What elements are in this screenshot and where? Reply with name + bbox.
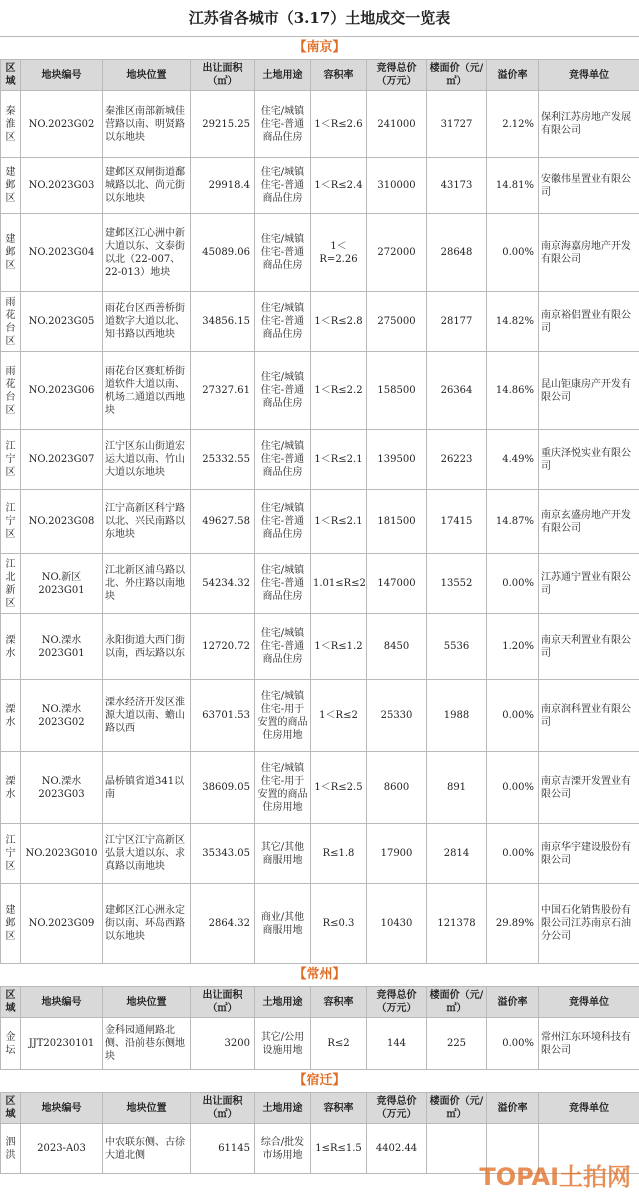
watermark-text: 土拍网 bbox=[559, 1163, 631, 1191]
table-cell: 14.86% bbox=[487, 352, 539, 430]
table-cell: 27327.61 bbox=[191, 352, 255, 430]
column-header: 土地用途 bbox=[255, 1093, 311, 1124]
table-cell: 8600 bbox=[367, 752, 427, 824]
table-cell: 4.49% bbox=[487, 430, 539, 490]
column-header: 出让面积（㎡） bbox=[191, 60, 255, 91]
table-cell: 住宅/城镇住宅-普通商品住房 bbox=[255, 614, 311, 680]
table-cell: JJT20230101 bbox=[21, 1018, 103, 1070]
table-cell: 重庆泽悦实业有限公司 bbox=[539, 430, 639, 490]
column-header: 出让面积（㎡） bbox=[191, 987, 255, 1018]
column-header: 地块编号 bbox=[21, 987, 103, 1018]
table-cell: 秦淮区南部新城佳营路以南、明贤路以东地块 bbox=[103, 91, 191, 158]
table-cell: 4402.44 bbox=[367, 1124, 427, 1174]
table-header-row bbox=[1, 987, 639, 1018]
column-header: 竞得总价（万元） bbox=[367, 987, 427, 1018]
table-cell: 26223 bbox=[427, 430, 487, 490]
column-header: 竞得总价（万元） bbox=[367, 1093, 427, 1124]
table-cell: 溧水 bbox=[1, 752, 21, 824]
table-cell: 0.00% bbox=[487, 214, 539, 292]
table-cell: 建邺区双闸街道鄱城路以北、尚元街以东地块 bbox=[103, 158, 191, 214]
table-cell: R≤1.8 bbox=[311, 824, 367, 884]
table-cell: NO.2023G010 bbox=[21, 824, 103, 884]
table-cell: 永阳街道大西门街以南，西坛路以东 bbox=[103, 614, 191, 680]
table-cell: 1988 bbox=[427, 680, 487, 752]
table-cell: NO.溧水2023G02 bbox=[21, 680, 103, 752]
table-cell: NO.新区2023G01 bbox=[21, 554, 103, 614]
table-cell: NO.溧水2023G03 bbox=[21, 752, 103, 824]
table-cell: 溧水 bbox=[1, 680, 21, 752]
table-cell: 35343.05 bbox=[191, 824, 255, 884]
table-cell: 1＜R≤1.2 bbox=[311, 614, 367, 680]
table-cell: 14.81% bbox=[487, 158, 539, 214]
table-cell: NO.2023G03 bbox=[21, 158, 103, 214]
table-cell: 29.89% bbox=[487, 884, 539, 964]
table-cell: 建邺区 bbox=[1, 158, 21, 214]
table-cell: 雨花台区 bbox=[1, 352, 21, 430]
table-cell: 17900 bbox=[367, 824, 427, 884]
table-cell: 住宅/城镇住宅-普通商品住房 bbox=[255, 292, 311, 352]
table-cell: 45089.06 bbox=[191, 214, 255, 292]
table-cell: 225 bbox=[427, 1018, 487, 1070]
table-cell: 住宅/城镇住宅-普通商品住房 bbox=[255, 158, 311, 214]
table-cell: 金坛 bbox=[1, 1018, 21, 1070]
table-cell: 商业/其他商服用地 bbox=[255, 884, 311, 964]
column-header: 容积率 bbox=[311, 1093, 367, 1124]
table-cell: 1＜R≤2.8 bbox=[311, 292, 367, 352]
table-cell: 49627.58 bbox=[191, 490, 255, 554]
column-header: 竞得总价（万元） bbox=[367, 60, 427, 91]
table-row bbox=[1, 292, 639, 352]
column-header: 竞得单位 bbox=[539, 1093, 639, 1124]
column-header: 楼面价（元/㎡） bbox=[427, 987, 487, 1018]
city-heading: 【常州】 bbox=[0, 964, 639, 986]
column-header: 容积率 bbox=[311, 987, 367, 1018]
table-cell: 25330 bbox=[367, 680, 427, 752]
page-title: 江苏省各城市（3.17）土地成交一览表 bbox=[0, 0, 639, 37]
table-cell: 25332.55 bbox=[191, 430, 255, 490]
table-cell: 昆山钜康房产开发有限公司 bbox=[539, 352, 639, 430]
table-cell: 38609.05 bbox=[191, 752, 255, 824]
land-table bbox=[0, 986, 639, 1070]
table-cell: 5536 bbox=[427, 614, 487, 680]
land-table bbox=[0, 59, 639, 964]
column-header: 楼面价（元/㎡） bbox=[427, 60, 487, 91]
table-cell: NO.2023G07 bbox=[21, 430, 103, 490]
table-cell: 1＜R≤2.4 bbox=[311, 158, 367, 214]
table-cell: 28177 bbox=[427, 292, 487, 352]
column-header: 溢价率 bbox=[487, 60, 539, 91]
table-cell: 14.87% bbox=[487, 490, 539, 554]
table-cell: 241000 bbox=[367, 91, 427, 158]
table-cell: 0.00% bbox=[487, 1018, 539, 1070]
table-cell: 1＜R≤2.5 bbox=[311, 752, 367, 824]
table-cell: 12720.72 bbox=[191, 614, 255, 680]
column-header: 土地用途 bbox=[255, 987, 311, 1018]
table-cell: 江北新区 bbox=[1, 554, 21, 614]
table-cell: 南京华宇建设股份有限公司 bbox=[539, 824, 639, 884]
table-cell: 144 bbox=[367, 1018, 427, 1070]
table-cell: 住宅/城镇住宅-普通商品住房 bbox=[255, 430, 311, 490]
table-cell: 住宅/城镇住宅-普通商品住房 bbox=[255, 490, 311, 554]
table-cell: 江宁区 bbox=[1, 430, 21, 490]
table-cell: 住宅/城镇住宅-普通商品住房 bbox=[255, 214, 311, 292]
table-cell: 1＜R≤2.1 bbox=[311, 430, 367, 490]
table-cell: 26364 bbox=[427, 352, 487, 430]
table-header-row bbox=[1, 60, 639, 91]
table-cell: 1＜R≤2.1 bbox=[311, 490, 367, 554]
table-cell: 江宁区 bbox=[1, 490, 21, 554]
table-cell: 雨花台区西善桥街道数字大道以北、知书路以西地块 bbox=[103, 292, 191, 352]
table-row bbox=[1, 680, 639, 752]
column-header: 溢价率 bbox=[487, 1093, 539, 1124]
table-cell: 147000 bbox=[367, 554, 427, 614]
table-cell: 181500 bbox=[367, 490, 427, 554]
table-cell: 南京吉溧开发置业有限公司 bbox=[539, 752, 639, 824]
table-cell: 安徽伟星置业有限公司 bbox=[539, 158, 639, 214]
watermark-logo bbox=[479, 1157, 631, 1192]
table-cell: 1＜R≤2.6 bbox=[311, 91, 367, 158]
table-cell: 891 bbox=[427, 752, 487, 824]
table-cell: 2864.32 bbox=[191, 884, 255, 964]
table-cell: 建邺区 bbox=[1, 214, 21, 292]
table-cell: 溧水经济开发区淮源大道以南、蟾山路以西 bbox=[103, 680, 191, 752]
table-cell: 住宅/城镇住宅-普通商品住房 bbox=[255, 352, 311, 430]
column-header: 区域 bbox=[1, 987, 21, 1018]
column-header: 地块位置 bbox=[103, 60, 191, 91]
table-cell: 2.12% bbox=[487, 91, 539, 158]
table-cell: 江宁区江宁高新区弘景大道以东、求真路以南地块 bbox=[103, 824, 191, 884]
table-row bbox=[1, 824, 639, 884]
column-header: 地块编号 bbox=[21, 1093, 103, 1124]
table-cell: 1.20% bbox=[487, 614, 539, 680]
table-row bbox=[1, 91, 639, 158]
table-cell: 158500 bbox=[367, 352, 427, 430]
table-cell: 其它/公用设施用地 bbox=[255, 1018, 311, 1070]
table-cell: 江宁区 bbox=[1, 824, 21, 884]
table-cell: 0.00% bbox=[487, 752, 539, 824]
table-cell: 住宅/城镇住宅-普通商品住房 bbox=[255, 91, 311, 158]
table-cell: 1≤R≤1.5 bbox=[311, 1124, 367, 1174]
table-cell: 272000 bbox=[367, 214, 427, 292]
sections-container bbox=[0, 37, 639, 1174]
table-cell: 8450 bbox=[367, 614, 427, 680]
column-header: 竞得单位 bbox=[539, 60, 639, 91]
table-cell: 雨花台区赛虹桥街道软件大道以南、机场二通道以西地块 bbox=[103, 352, 191, 430]
table-row bbox=[1, 614, 639, 680]
table-cell: 13552 bbox=[427, 554, 487, 614]
table-cell: 江宁区东山街道宏运大道以南、竹山大道以东地块 bbox=[103, 430, 191, 490]
column-header: 地块编号 bbox=[21, 60, 103, 91]
city-heading: 【南京】 bbox=[0, 37, 639, 59]
table-cell: 139500 bbox=[367, 430, 427, 490]
table-cell: 晶桥镇省道341以南 bbox=[103, 752, 191, 824]
table-cell: 秦淮区 bbox=[1, 91, 21, 158]
table-cell: 建邺区江心洲中新大道以东、文泰街以北（22-007、22-013）地块 bbox=[103, 214, 191, 292]
table-cell: 43173 bbox=[427, 158, 487, 214]
table-cell: 1＜R≤2.2 bbox=[311, 352, 367, 430]
table-row bbox=[1, 884, 639, 964]
table-cell: 54234.32 bbox=[191, 554, 255, 614]
table-cell: 金科园通闸路北侧、沿前巷东侧地块 bbox=[103, 1018, 191, 1070]
table-row bbox=[1, 352, 639, 430]
table-cell: 住宅/城镇住宅-用于安置的商品住房用地 bbox=[255, 752, 311, 824]
table-cell: 中农联东侧、古徐大道北侧 bbox=[103, 1124, 191, 1174]
column-header: 地块位置 bbox=[103, 987, 191, 1018]
table-cell: 0.00% bbox=[487, 554, 539, 614]
table-cell: 0.00% bbox=[487, 680, 539, 752]
table-header-row bbox=[1, 1093, 639, 1124]
column-header: 地块位置 bbox=[103, 1093, 191, 1124]
table-cell: 保利江苏房地产发展有限公司 bbox=[539, 91, 639, 158]
table-cell: 南京润科置业有限公司 bbox=[539, 680, 639, 752]
table-cell: 雨花台区 bbox=[1, 292, 21, 352]
table-cell: 建邺区江心洲永定街以南、环岛西路以东地块 bbox=[103, 884, 191, 964]
table-row bbox=[1, 490, 639, 554]
table-cell: 建邺区 bbox=[1, 884, 21, 964]
column-header: 出让面积（㎡） bbox=[191, 1093, 255, 1124]
table-cell: 南京裕侣置业有限公司 bbox=[539, 292, 639, 352]
table-cell: NO.溧水2023G01 bbox=[21, 614, 103, 680]
table-row bbox=[1, 554, 639, 614]
table-cell: 2814 bbox=[427, 824, 487, 884]
table-cell: 29918.4 bbox=[191, 158, 255, 214]
table-cell: 29215.25 bbox=[191, 91, 255, 158]
table-cell: 综合/批发市场用地 bbox=[255, 1124, 311, 1174]
table-cell: 南京海嘉房地产开发有限公司 bbox=[539, 214, 639, 292]
table-row bbox=[1, 214, 639, 292]
table-cell: 中国石化销售股份有限公司江苏南京石油分公司 bbox=[539, 884, 639, 964]
table-cell: 121378 bbox=[427, 884, 487, 964]
table-cell: NO.2023G02 bbox=[21, 91, 103, 158]
table-cell: 17415 bbox=[427, 490, 487, 554]
table-row bbox=[1, 1018, 639, 1070]
table-cell: 住宅/城镇住宅-用于安置的商品住房用地 bbox=[255, 680, 311, 752]
table-cell: 34856.15 bbox=[191, 292, 255, 352]
table-cell: 14.82% bbox=[487, 292, 539, 352]
table-cell: 泗洪 bbox=[1, 1124, 21, 1174]
table-cell: 0.00% bbox=[487, 824, 539, 884]
table-row bbox=[1, 430, 639, 490]
column-header: 竞得单位 bbox=[539, 987, 639, 1018]
table-cell: 南京天利置业有限公司 bbox=[539, 614, 639, 680]
table-cell: 南京玄盛房地产开发有限公司 bbox=[539, 490, 639, 554]
table-cell: 其它/其他商服用地 bbox=[255, 824, 311, 884]
table-cell: NO.2023G04 bbox=[21, 214, 103, 292]
table-cell: NO.2023G09 bbox=[21, 884, 103, 964]
table-cell bbox=[427, 1124, 487, 1174]
table-cell: 275000 bbox=[367, 292, 427, 352]
table-cell: 1.01≤R≤2 bbox=[311, 554, 367, 614]
column-header: 楼面价（元/㎡） bbox=[427, 1093, 487, 1124]
table-cell: 江北新区浦乌路以北、外庄路以南地块 bbox=[103, 554, 191, 614]
column-header: 土地用途 bbox=[255, 60, 311, 91]
table-cell: 常州江东环境科技有限公司 bbox=[539, 1018, 639, 1070]
table-cell: R≤2 bbox=[311, 1018, 367, 1070]
column-header: 区域 bbox=[1, 1093, 21, 1124]
city-heading: 【宿迁】 bbox=[0, 1070, 639, 1092]
table-cell: 31727 bbox=[427, 91, 487, 158]
table-cell: 3200 bbox=[191, 1018, 255, 1070]
table-cell: 江苏通宁置业有限公司 bbox=[539, 554, 639, 614]
table-cell: R≤0.3 bbox=[311, 884, 367, 964]
table-cell: 1＜R≤2 bbox=[311, 680, 367, 752]
watermark-brand: TOPAI bbox=[479, 1163, 559, 1191]
table-cell: 1＜R=2.26 bbox=[311, 214, 367, 292]
table-cell: 2023-A03 bbox=[21, 1124, 103, 1174]
column-header: 溢价率 bbox=[487, 987, 539, 1018]
table-cell: 10430 bbox=[367, 884, 427, 964]
table-cell: 28648 bbox=[427, 214, 487, 292]
table-cell: NO.2023G08 bbox=[21, 490, 103, 554]
table-cell: 江宁高新区科宁路以北、兴民南路以东地块 bbox=[103, 490, 191, 554]
table-row bbox=[1, 752, 639, 824]
table-cell: 63701.53 bbox=[191, 680, 255, 752]
table-cell: NO.2023G05 bbox=[21, 292, 103, 352]
table-cell: NO.2023G06 bbox=[21, 352, 103, 430]
table-cell: 310000 bbox=[367, 158, 427, 214]
column-header: 区域 bbox=[1, 60, 21, 91]
table-cell: 住宅/城镇住宅-普通商品住房 bbox=[255, 554, 311, 614]
column-header: 容积率 bbox=[311, 60, 367, 91]
table-row bbox=[1, 158, 639, 214]
table-cell: 61145 bbox=[191, 1124, 255, 1174]
table-cell: 溧水 bbox=[1, 614, 21, 680]
